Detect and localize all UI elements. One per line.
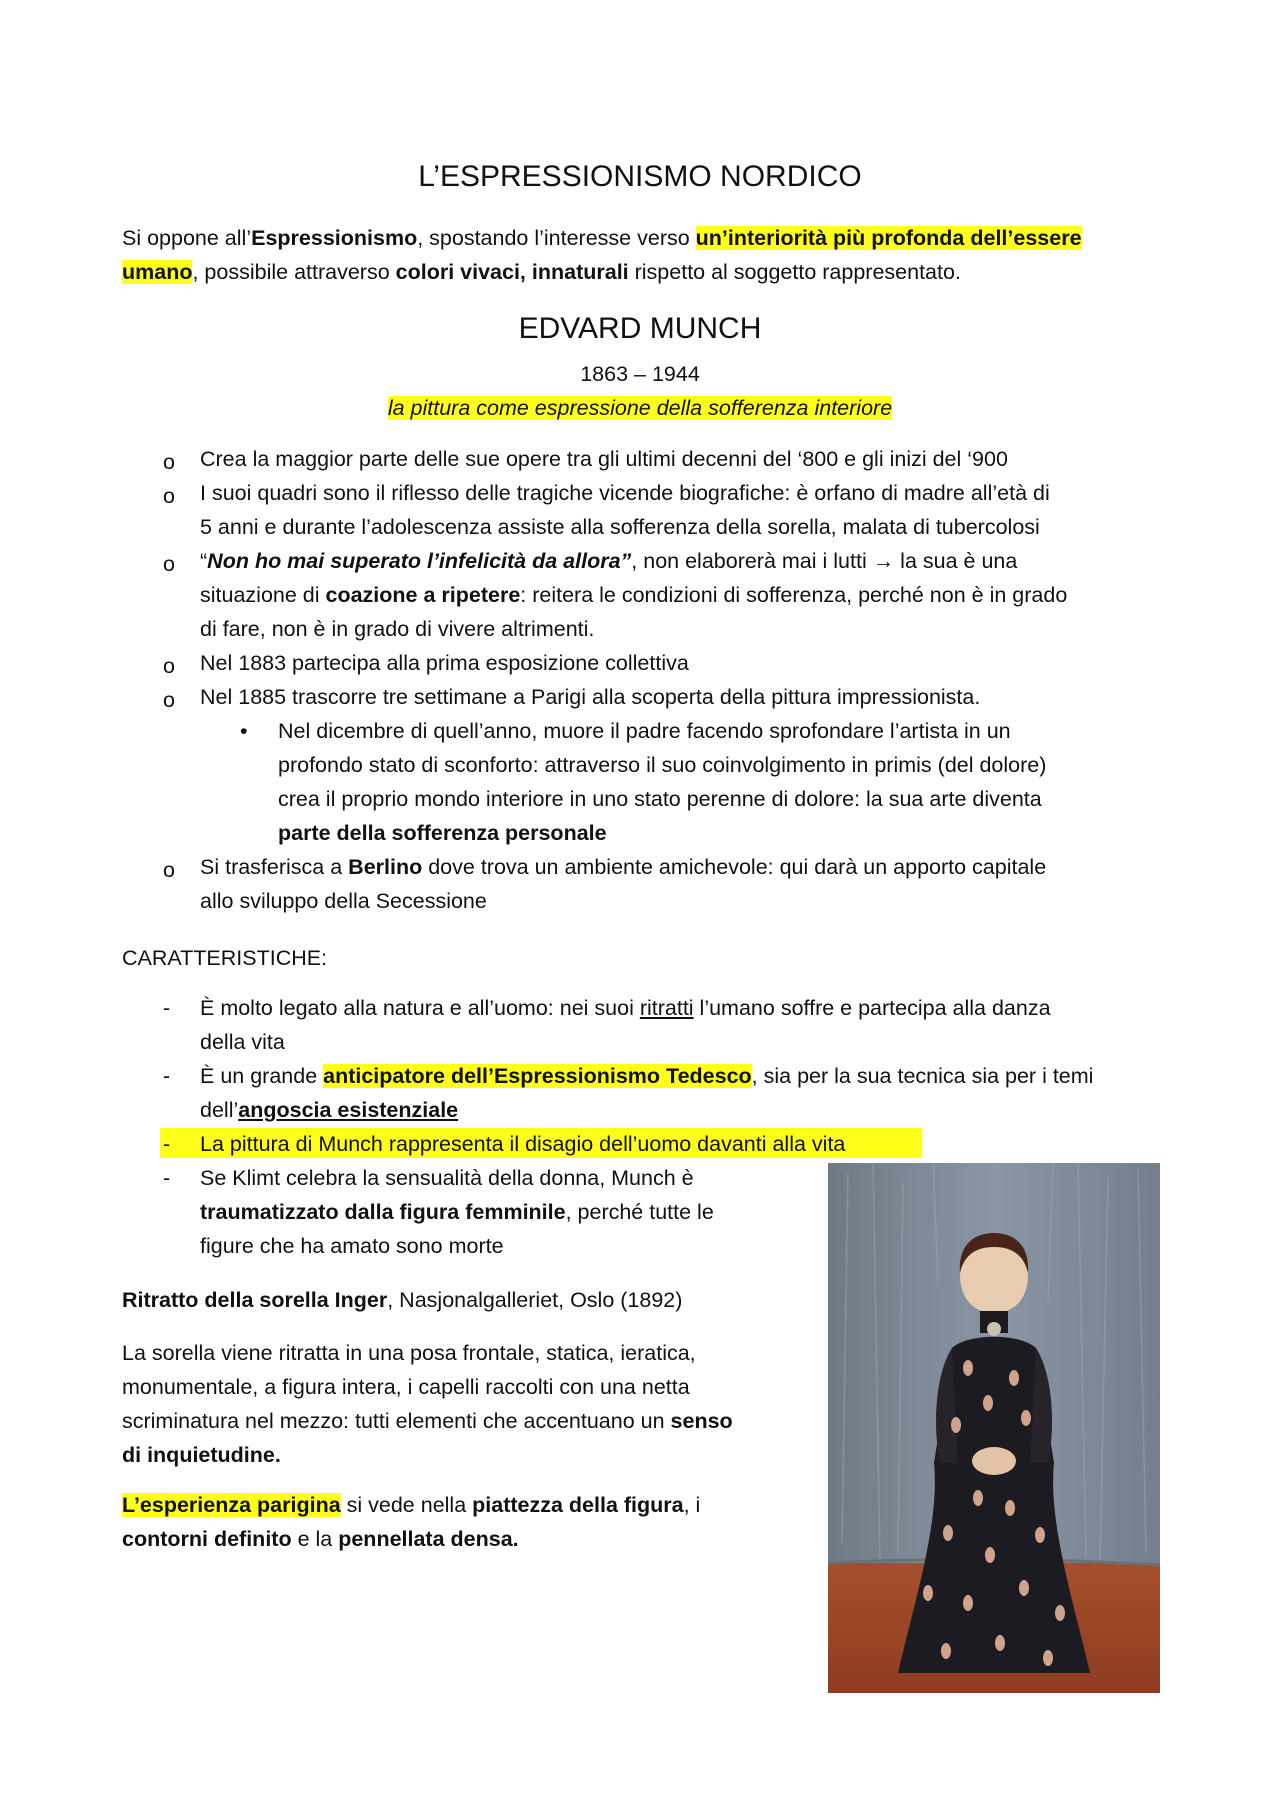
circle-bullet-icon: o bbox=[163, 552, 175, 576]
circle-bullet-icon: o bbox=[163, 688, 175, 712]
dash-bullet: - bbox=[163, 1166, 171, 1190]
list-item: È un grande anticipatore dell’Espressionismo Tedesco, sia per la sua tecnica sia per i temi dell’angoscia esistenziale bbox=[200, 1064, 1094, 1122]
list-item: I suoi quadri sono il riflesso delle tragiche vicende biografiche: è orfano di madre all’età di 5 anni e durante l’adolescenza assiste alla sofferenza della sorella, malata di tubercolosi bbox=[200, 481, 1050, 539]
painting-image bbox=[828, 1163, 1160, 1693]
list-item: Crea la maggior parte delle sue opere tra gli ultimi decenni del ‘800 e gli inizi del ‘900 bbox=[200, 447, 1008, 471]
circle-bullet-icon: o bbox=[163, 450, 175, 474]
intro-line-2: umano, possibile attraverso colori vivaci, innaturali rispetto al soggetto rappresentato. bbox=[122, 260, 961, 284]
sub-list-item: Nel dicembre di quell’anno, muore il padre facendo sprofondare l’artista in un profondo stato di sconforto: attraverso il suo coinvolgimento in primis (del dolore) crea il proprio mondo interiore in uno stato perenne di dolore: la sua arte diventa parte della sofferenza personale bbox=[278, 719, 1047, 845]
artist-name: EDVARD MUNCH bbox=[518, 312, 762, 345]
features-heading: CARATTERISTICHE: bbox=[122, 946, 328, 970]
artwork-caption: Ritratto della sorella Inger, Nasjonalgalleriet, Oslo (1892) bbox=[122, 1288, 683, 1312]
list-item: “Non ho mai superato l’infelicità da allora”, non elaborerà mai i lutti → la sua è una situazione di coazione a ripetere: reitera le condizioni di sofferenza, perché non è in grado di fare, non è in grado di vivere altrimenti. bbox=[200, 549, 1068, 641]
artwork-description: La sorella viene ritratta in una posa frontale, statica, ieratica, monumentale, a figura intera, i capelli raccolti con una netta scriminatura nel mezzo: tutti elementi che accentuano un senso di inquietudine. bbox=[122, 1341, 733, 1467]
circle-bullet-icon: o bbox=[163, 484, 175, 508]
circle-bullet-icon: o bbox=[163, 654, 175, 678]
dash-bullet: - bbox=[163, 1132, 171, 1156]
list-item: Se Klimt celebra la sensualità della donna, Munch è traumatizzato dalla figura femminile, perché tutte le figure che ha amato sono morte bbox=[200, 1166, 714, 1258]
artwork-analysis: L’esperienza parigina si vede nella piattezza della figura, i contorni definito e la pennellata densa. bbox=[122, 1493, 701, 1551]
list-item: La pittura di Munch rappresenta il disagio dell’uomo davanti alla vita bbox=[200, 1132, 846, 1156]
dash-bullet: - bbox=[163, 996, 171, 1020]
list-item: Nel 1885 trascorre tre settimane a Parigi alla scoperta della pittura impressionista. bbox=[200, 685, 981, 709]
list-item: Nel 1883 partecipa alla prima esposizione collettiva bbox=[200, 651, 689, 675]
artist-years: 1863 – 1944 bbox=[580, 362, 700, 386]
dash-bullet: - bbox=[163, 1064, 171, 1088]
arrow-right-icon: → bbox=[872, 549, 895, 573]
intro-paragraph bbox=[122, 221, 1162, 289]
intro-line-1: Si oppone all’Espressionismo, spostando l’interesse verso un’interiorità più profonda dell’essere bbox=[122, 226, 1082, 250]
list-item: Si trasferisca a Berlino dove trova un ambiente amichevole: qui darà un apporto capitale allo sviluppo della Secessione bbox=[200, 855, 1047, 913]
list-item: È molto legato alla natura e all’uomo: nei suoi ritratti l’umano soffre e partecipa alla danza della vita bbox=[200, 996, 1051, 1054]
circle-bullet-icon: o bbox=[163, 858, 175, 882]
artist-motto: la pittura come espressione della sofferenza interiore bbox=[387, 396, 893, 420]
page-title: L’ESPRESSIONISMO NORDICO bbox=[418, 160, 862, 193]
bullet-icon: • bbox=[240, 719, 248, 743]
